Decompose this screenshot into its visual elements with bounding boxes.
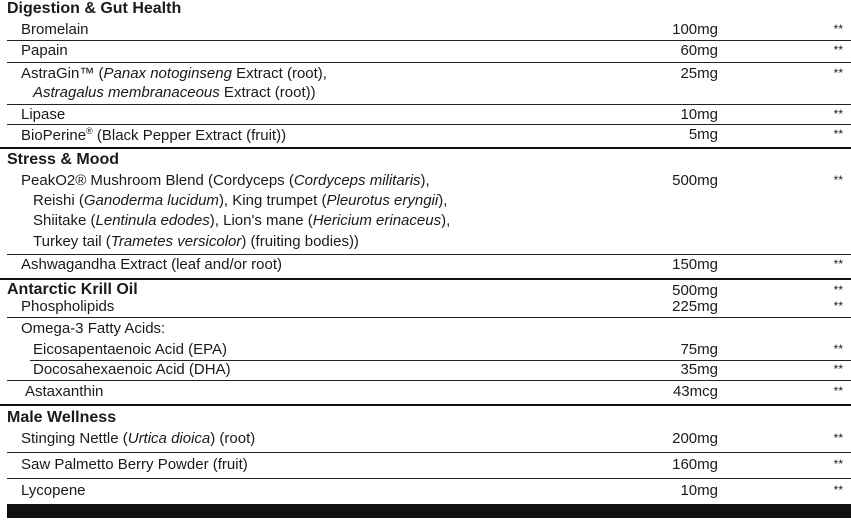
ingredient-name: Lycopene	[21, 482, 86, 499]
ingredient-name	[21, 126, 286, 144]
ingredient-name-line-4	[33, 233, 359, 250]
text-part: Extract (root))	[219, 84, 316, 101]
section-header-stress	[0, 151, 851, 171]
latin-name: Hericium erinaceus	[312, 212, 442, 229]
daily-value-marker: **	[833, 283, 843, 297]
daily-value-marker: **	[833, 483, 843, 497]
ingredient-name: Omega-3 Fatty Acids:	[21, 320, 166, 337]
ingredient-row-astragin	[0, 63, 851, 105]
ingredient-row-astaxanthin	[0, 381, 851, 403]
row-divider	[7, 452, 851, 453]
daily-value-marker: **	[833, 173, 843, 187]
ingredient-row-bioperine	[0, 125, 851, 147]
section-title: Digestion & Gut Health	[7, 0, 182, 17]
text-part: ) (fruiting bodies))	[241, 233, 359, 250]
daily-value-marker: **	[833, 299, 843, 313]
ingredient-row-ashwagandha	[0, 255, 851, 277]
daily-value-marker: **	[833, 22, 843, 36]
ingredient-name: Astaxanthin	[25, 383, 104, 400]
daily-value-marker: **	[833, 384, 843, 398]
row-divider	[7, 317, 851, 318]
ingredient-amount: 43mcg	[672, 383, 718, 400]
latin-name: Cordyceps militaris	[293, 172, 421, 189]
latin-name: Urtica dioica	[127, 430, 211, 447]
section-title: Antarctic Krill Oil	[7, 281, 138, 298]
ingredient-amount: 150mg	[672, 256, 718, 273]
daily-value-marker: **	[833, 431, 843, 445]
daily-value-marker: **	[833, 257, 843, 271]
row-divider	[7, 478, 851, 479]
ingredient-name: Papain	[21, 42, 68, 59]
text-part: BioPerine	[21, 127, 87, 144]
latin-name: Lentinula edodes	[95, 212, 210, 229]
daily-value-marker: **	[833, 457, 843, 471]
ingredient-name-line-3	[33, 212, 450, 229]
registered-mark: ®	[86, 126, 93, 136]
ingredient-name	[21, 430, 255, 447]
ingredient-row-peako2	[0, 171, 851, 255]
section-title: Stress & Mood	[7, 151, 120, 168]
text-part: AstraGin™ (	[21, 65, 104, 82]
section-divider	[0, 404, 851, 406]
ingredient-amount: 225mg	[672, 298, 718, 315]
daily-value-marker: **	[833, 362, 843, 376]
ingredient-name: Ashwagandha Extract (leaf and/or root)	[21, 256, 282, 273]
text-part: ),	[420, 172, 430, 189]
ingredient-row-stinging-nettle	[0, 429, 851, 451]
text-part: ),	[438, 192, 448, 209]
ingredient-row-papain	[0, 41, 851, 63]
ingredient-amount: 10mg	[680, 106, 718, 123]
ingredient-amount: 60mg	[680, 42, 718, 59]
latin-name: Pleurotus eryngii	[326, 192, 439, 209]
section-divider	[0, 278, 851, 280]
ingredient-amount: 500mg	[672, 172, 718, 189]
section-title: Male Wellness	[7, 409, 117, 426]
daily-value-marker: **	[833, 43, 843, 57]
daily-value-marker: **	[833, 107, 843, 121]
latin-name: Astragalus membranaceous	[33, 84, 220, 101]
ingredient-name: Phospholipids	[21, 298, 115, 315]
ingredient-row-lycopene	[0, 481, 851, 503]
daily-value-marker: **	[833, 127, 843, 141]
ingredient-row-bromelain	[0, 19, 851, 41]
text-part: ), King trumpet (	[218, 192, 327, 209]
ingredient-amount: 35mg	[680, 361, 718, 378]
ingredient-row-phospholipids	[0, 297, 851, 317]
text-part: Shiitake (	[33, 212, 96, 229]
section-amount: 500mg	[672, 282, 718, 299]
ingredient-amount: 100mg	[672, 21, 718, 38]
ingredient-amount: 10mg	[680, 482, 718, 499]
ingredient-name-line-1	[21, 172, 430, 189]
ingredient-name-line-2	[33, 192, 447, 209]
ingredient-row-epa	[0, 340, 851, 360]
text-part: ),	[441, 212, 451, 229]
text-part: ) (root)	[210, 430, 256, 447]
text-part: ), Lion's mane (	[209, 212, 313, 229]
ingredient-name-line-2	[33, 84, 316, 101]
ingredient-name: Bromelain	[21, 21, 89, 38]
ingredient-amount: 25mg	[680, 65, 718, 82]
section-header-male-wellness	[0, 409, 851, 429]
ingredient-row-omega3	[0, 320, 851, 340]
bottom-rule-bar	[7, 504, 851, 518]
latin-name: Ganoderma lucidum	[83, 192, 219, 209]
ingredient-name: Docosahexaenoic Acid (DHA)	[33, 361, 231, 378]
ingredient-row-dha	[0, 360, 851, 380]
section-header-digestion	[0, 0, 851, 20]
ingredient-row-saw-palmetto	[0, 455, 851, 477]
daily-value-marker: **	[833, 342, 843, 356]
text-part: (Black Pepper Extract (fruit))	[92, 127, 287, 144]
ingredient-name: Lipase	[21, 106, 66, 123]
ingredient-name: Saw Palmetto Berry Powder (fruit)	[21, 456, 248, 473]
ingredient-amount: 160mg	[672, 456, 718, 473]
latin-name: Panax notoginseng	[103, 65, 232, 82]
text-part: Turkey tail (	[33, 233, 111, 250]
ingredient-row-lipase	[0, 105, 851, 125]
ingredient-amount: 200mg	[672, 430, 718, 447]
text-part: PeakO2® Mushroom Blend (Cordyceps (	[21, 172, 294, 189]
text-part: Stinging Nettle (	[21, 430, 128, 447]
section-divider	[0, 147, 851, 149]
ingredient-name-line-1	[21, 65, 327, 82]
ingredient-amount: 75mg	[680, 341, 718, 358]
text-part: Reishi (	[33, 192, 84, 209]
daily-value-marker: **	[833, 66, 843, 80]
latin-name: Trametes versicolor	[110, 233, 242, 250]
text-part: Extract (root),	[231, 65, 327, 82]
ingredient-name: Eicosapentaenoic Acid (EPA)	[33, 341, 227, 358]
ingredient-amount: 5mg	[688, 126, 718, 143]
